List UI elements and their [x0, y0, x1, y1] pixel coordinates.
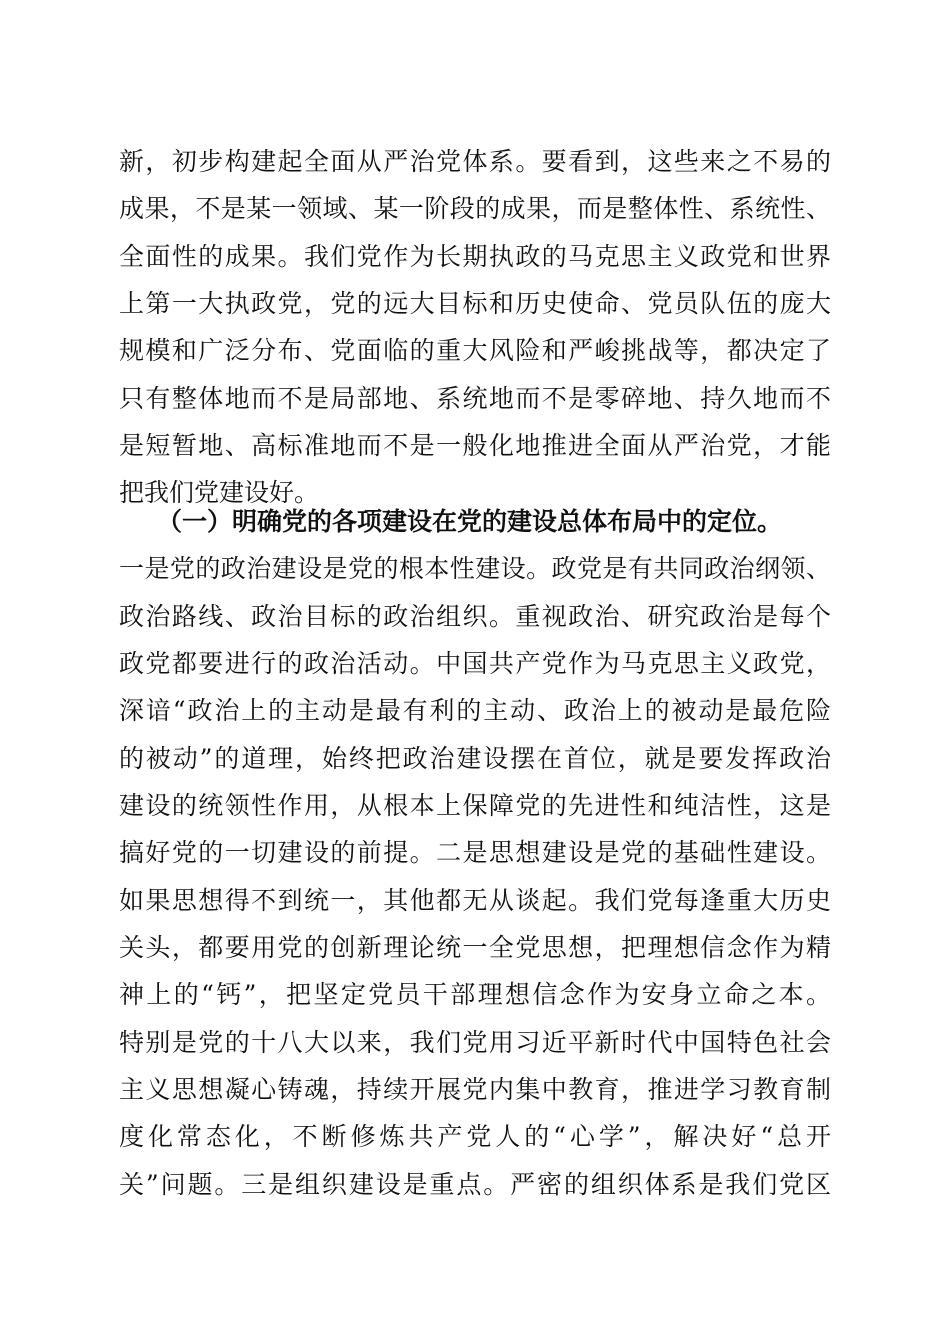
- paragraph-intro: [119, 138, 831, 517]
- text-line: 只有整体地而不是局部地、系统地而不是零碎地、持久地而不: [119, 383, 831, 413]
- text-line: 深谙“政治上的主动是最有利的主动、政治上的被动是最危险: [119, 696, 831, 726]
- text-line: 的被动”的道理，始终把政治建设摆在首位，就是要发挥政治: [119, 743, 831, 773]
- text-line: 上第一大执政党，党的远大目标和历史使命、党员队伍的庞大: [119, 289, 831, 319]
- text-line: 规模和广泛分布、党面临的重大风险和严峻挑战等，都决定了: [119, 336, 831, 366]
- text-line: 关”问题。三是组织建设是重点。严密的组织体系是我们党区: [119, 1169, 831, 1199]
- section-one: [119, 498, 831, 1208]
- text-line: 把我们党建设好。: [119, 478, 320, 508]
- text-line: 关头，都要用党的创新理论统一全党思想，把理想信念作为精: [119, 933, 831, 963]
- section-heading: （一）明确党的各项建设在党的建设总体布局中的定位。: [157, 507, 783, 536]
- text-line: 神上的“钙”，把坚定党员干部理想信念作为安身立命之本。: [119, 980, 831, 1010]
- text-line: 如果思想得不到统一，其他都无从谈起。我们党每逢重大历史: [119, 885, 831, 915]
- text-line: 全面性的成果。我们党作为长期执政的马克思主义政党和世界: [119, 241, 831, 271]
- text-line: 建设的统领性作用，从根本上保障党的先进性和纯洁性，这是: [119, 791, 831, 821]
- text-line: 政党都要进行的政治活动。中国共产党作为马克思主义政党，: [119, 649, 831, 679]
- text-line: 政治路线、政治目标的政治组织。重视政治、研究政治是每个: [119, 601, 831, 631]
- text-line: 是短暂地、高标准地而不是一般化地推进全面从严治党，才能: [119, 431, 831, 461]
- text-line: 搞好党的一切建设的前提。二是思想建设是党的基础性建设。: [119, 838, 831, 868]
- text-line: 主义思想凝心铸魂，持续开展党内集中教育，推进学习教育制: [119, 1075, 831, 1105]
- text-line: 特别是党的十八大以来，我们党用习近平新时代中国特色社会: [119, 1027, 831, 1057]
- text-line: 新，初步构建起全面从严治党体系。要看到，这些来之不易的: [119, 147, 831, 176]
- text-line: 成果，不是某一领域、某一阶段的成果，而是整体性、系统性、: [119, 194, 831, 224]
- text-line: 一是党的政治建设是党的根本性建设。政党是有共同政治纲领、: [119, 554, 831, 584]
- text-line: 度化常态化，不断修炼共产党人的“心学”，解决好“总开: [119, 1122, 831, 1152]
